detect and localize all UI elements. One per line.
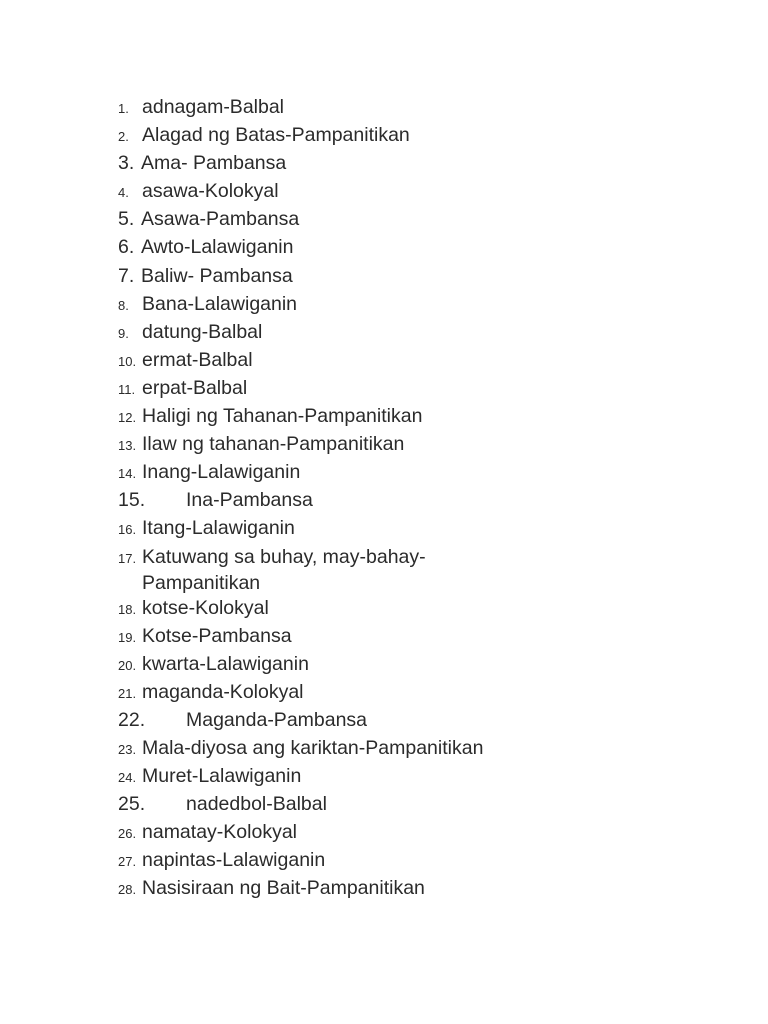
list-item: [118, 207, 738, 231]
item-number: 15.: [118, 489, 146, 511]
list-item: [118, 376, 738, 402]
item-number: 2.: [118, 129, 129, 144]
item-number: 3.: [118, 152, 135, 174]
item-text: Asawa-Pambansa: [141, 208, 300, 230]
list-item: [118, 432, 738, 458]
item-text: Muret-Lalawiganin: [142, 765, 302, 787]
list-item: [118, 404, 738, 430]
item-text: erpat-Balbal: [142, 377, 248, 399]
list-item: [118, 736, 738, 762]
list-item: [118, 460, 738, 486]
list-item: [118, 680, 738, 706]
item-text: kotse-Kolokyal: [142, 597, 269, 619]
item-text: kwarta-Lalawiganin: [142, 653, 309, 675]
item-text: Bana-Lalawiganin: [142, 293, 298, 315]
list-item: [118, 151, 738, 175]
item-text-continuation: Pampanitikan: [142, 572, 261, 594]
item-text: Awto-Lalawiganin: [141, 236, 294, 258]
list-item: [118, 624, 738, 650]
item-text: Inang-Lalawiganin: [142, 461, 301, 483]
item-text: datung-Balbal: [142, 321, 263, 343]
item-text: Maganda-Pambansa: [186, 709, 368, 731]
item-number: 26.: [118, 826, 137, 841]
item-text: Baliw- Pambansa: [141, 265, 293, 287]
item-text: namatay-Kolokyal: [142, 821, 297, 843]
item-number: 20.: [118, 658, 137, 673]
item-text: napintas-Lalawiganin: [142, 849, 326, 871]
item-number: 9.: [118, 326, 129, 341]
item-text: Alagad ng Batas-Pampanitikan: [142, 124, 410, 146]
item-text: Kotse-Pambansa: [142, 625, 292, 647]
list-item: [118, 708, 738, 732]
item-number: 6.: [118, 236, 135, 258]
item-number: 16.: [118, 522, 137, 537]
item-text: Haligi ng Tahanan-Pampanitikan: [142, 405, 423, 427]
list-item: [118, 876, 738, 902]
list-item: [118, 792, 738, 816]
item-text: Ina-Pambansa: [186, 489, 313, 511]
item-number: 17.: [118, 551, 137, 566]
item-number: 22.: [118, 709, 146, 731]
list-item: [118, 292, 738, 318]
item-number: 25.: [118, 793, 146, 815]
list-item: [118, 179, 738, 205]
list-item: [118, 848, 738, 874]
list-item: [118, 488, 738, 512]
item-number: 11.: [118, 382, 136, 397]
item-number: 21.: [118, 686, 137, 701]
list-item: [118, 235, 738, 259]
list-item: [118, 516, 738, 542]
item-number: 28.: [118, 882, 137, 897]
item-number: 1.: [118, 101, 129, 116]
list-item: [118, 95, 738, 121]
item-number: 13.: [118, 438, 137, 453]
item-number: 24.: [118, 770, 137, 785]
item-text: ermat-Balbal: [142, 349, 253, 371]
list-item: [118, 320, 738, 346]
item-number: 18.: [118, 602, 137, 617]
item-text: adnagam-Balbal: [142, 96, 285, 118]
item-number: 14.: [118, 466, 137, 481]
list-item: [118, 820, 738, 846]
item-number: 8.: [118, 298, 129, 313]
item-text: Itang-Lalawiganin: [142, 517, 295, 539]
item-text: Mala-diyosa ang kariktan-Pampanitikan: [142, 737, 484, 759]
list-item: [118, 764, 738, 790]
item-number: 12.: [118, 410, 137, 425]
item-text: Nasisiraan ng Bait-Pampanitikan: [142, 877, 425, 899]
item-text: asawa-Kolokyal: [142, 180, 279, 202]
item-number: 19.: [118, 630, 137, 645]
item-number: 7.: [118, 265, 135, 287]
item-number: 27.: [118, 854, 137, 869]
item-number: 23.: [118, 742, 137, 757]
item-number: 5.: [118, 208, 135, 230]
list-item: [118, 264, 738, 288]
item-text: maganda-Kolokyal: [142, 681, 304, 703]
item-number: 10.: [118, 354, 137, 369]
list-item: [118, 123, 738, 149]
list-item: [118, 348, 738, 374]
item-text: Ilaw ng tahanan-Pampanitikan: [142, 433, 405, 455]
item-text: nadedbol-Balbal: [186, 793, 327, 815]
list-item: [118, 596, 738, 622]
list-item: [118, 545, 738, 595]
item-text: Ama- Pambansa: [141, 152, 287, 174]
item-text: Katuwang sa buhay, may-bahay-: [142, 546, 426, 568]
list-item: [118, 652, 738, 678]
item-number: 4.: [118, 185, 129, 200]
